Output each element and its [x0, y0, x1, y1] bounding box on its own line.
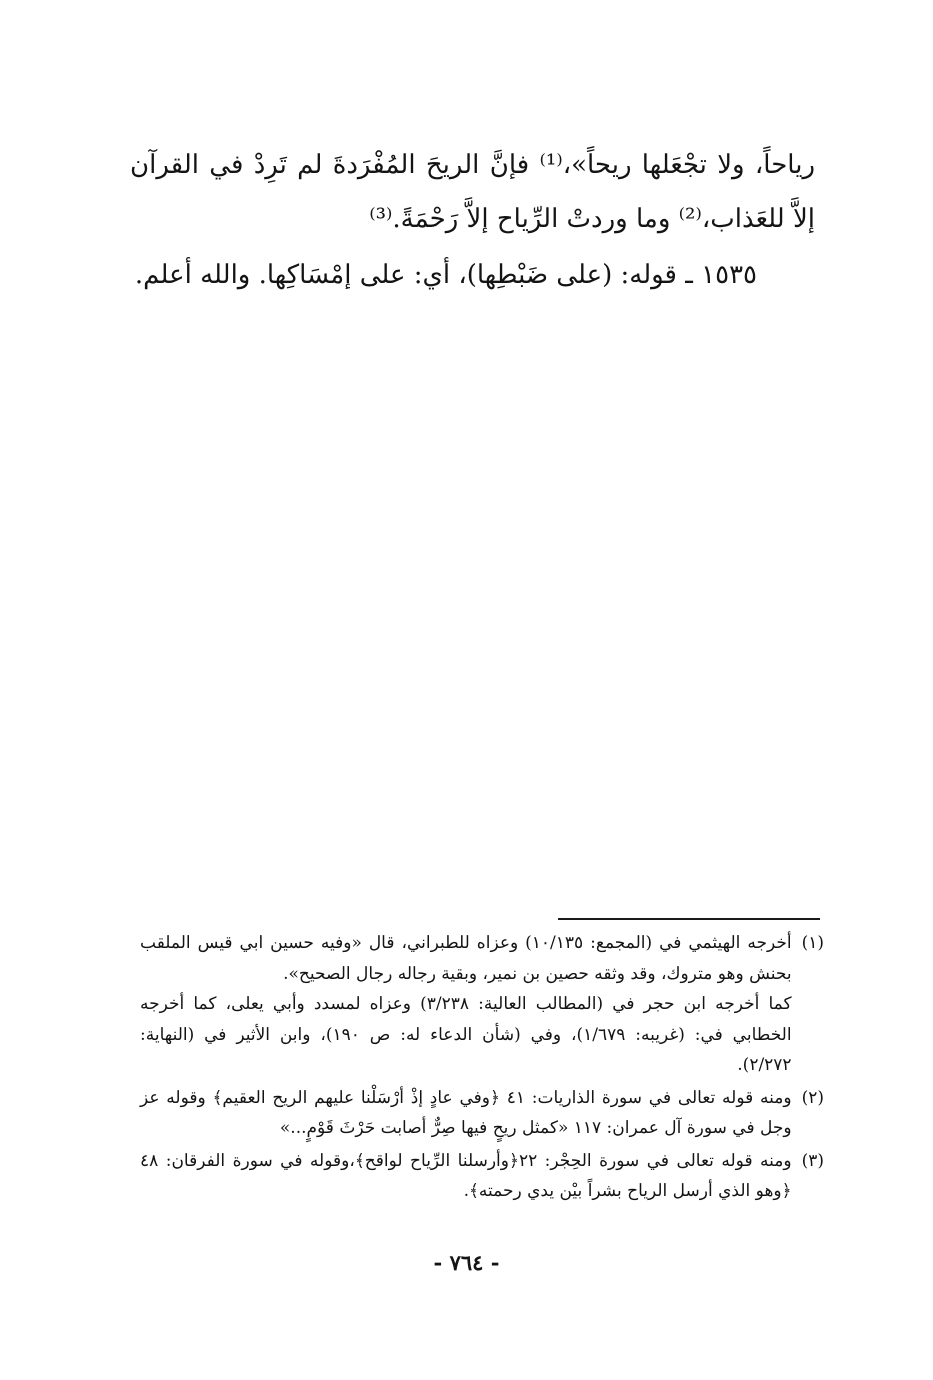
footnote-paragraph: أخرجه الهيثمي في (المجمع: ١٠/١٣٥) وعزاه للطبراني، قال «وفيه حسين ابي قيس الملقب بحنش وهو متروك، وقد وثقه حصين بن نمير، وبقية رجاله رجال الصحيح». — [140, 933, 792, 984]
footnote-1 — [140, 928, 824, 1081]
main-text — [130, 138, 815, 302]
page-number: - ٧٦٤ - — [433, 1250, 500, 1275]
footnote-2 — [140, 1083, 824, 1144]
footnote-body — [140, 1083, 792, 1144]
footnote-number: (١) — [801, 933, 824, 953]
footnote-body — [140, 1146, 792, 1207]
entry-1535: ١٥٣٥ ـ قوله: (على ضَبْطِها)، أي: على إمْسَاكِها. والله أعلم. — [134, 260, 757, 290]
footnote-paragraph: ومنه قوله تعالى في سورة الذاريات: ٤١ ﴿وفي عادٍ إذْ أرْسَلْنا عليهم الريح العقيم﴾ وقوله عز وجل في سورة آل عمران: ١١٧ «كمثل ريحٍ فيها صِرٌّ أصابت حَرْثَ قَوْمٍ...» — [140, 1087, 792, 1138]
footnote-number: (٢) — [801, 1087, 824, 1108]
footnote-paragraph: ومنه قوله تعالى في سورة الحِجْر: ٢٢﴿وأرسلنا الرِّياح لواقح﴾،وقوله في سورة الفرقان: ٤٨ ﴿وهو الذي أرسل الرياح بشراً بيْن يدي رحمته﴾. — [140, 1150, 792, 1201]
footnote-3 — [140, 1146, 824, 1207]
footnote-paragraph: كما أخرجه ابن حجر في (المطالب العالية: ٣/٢٣٨) وعزاه لمسدد وأبي يعلى، كما أخرجه الخطابي في: (غريبه: ١/٦٧٩)، وفي (شأن الدعاء له: ص ١٩٠)، وابن الأثير في (النهاية: ٢/٢٧٢). — [140, 994, 792, 1075]
footnote-number: (٣) — [801, 1150, 824, 1171]
main-paragraph: رياحاً، ولا تجْعَلها ريحاً»،⁽¹⁾ فإنَّ الريحَ المُفْرَدةَ لم تَرِدْ في القرآن إلاَّ للعَذاب،⁽²⁾ وما وردتْ الرِّياح إلاَّ رَحْمَةً.⁽³⁾ — [130, 150, 815, 234]
footnotes — [140, 928, 824, 1209]
footnote-divider — [558, 918, 820, 920]
footnote-body — [140, 928, 792, 1081]
